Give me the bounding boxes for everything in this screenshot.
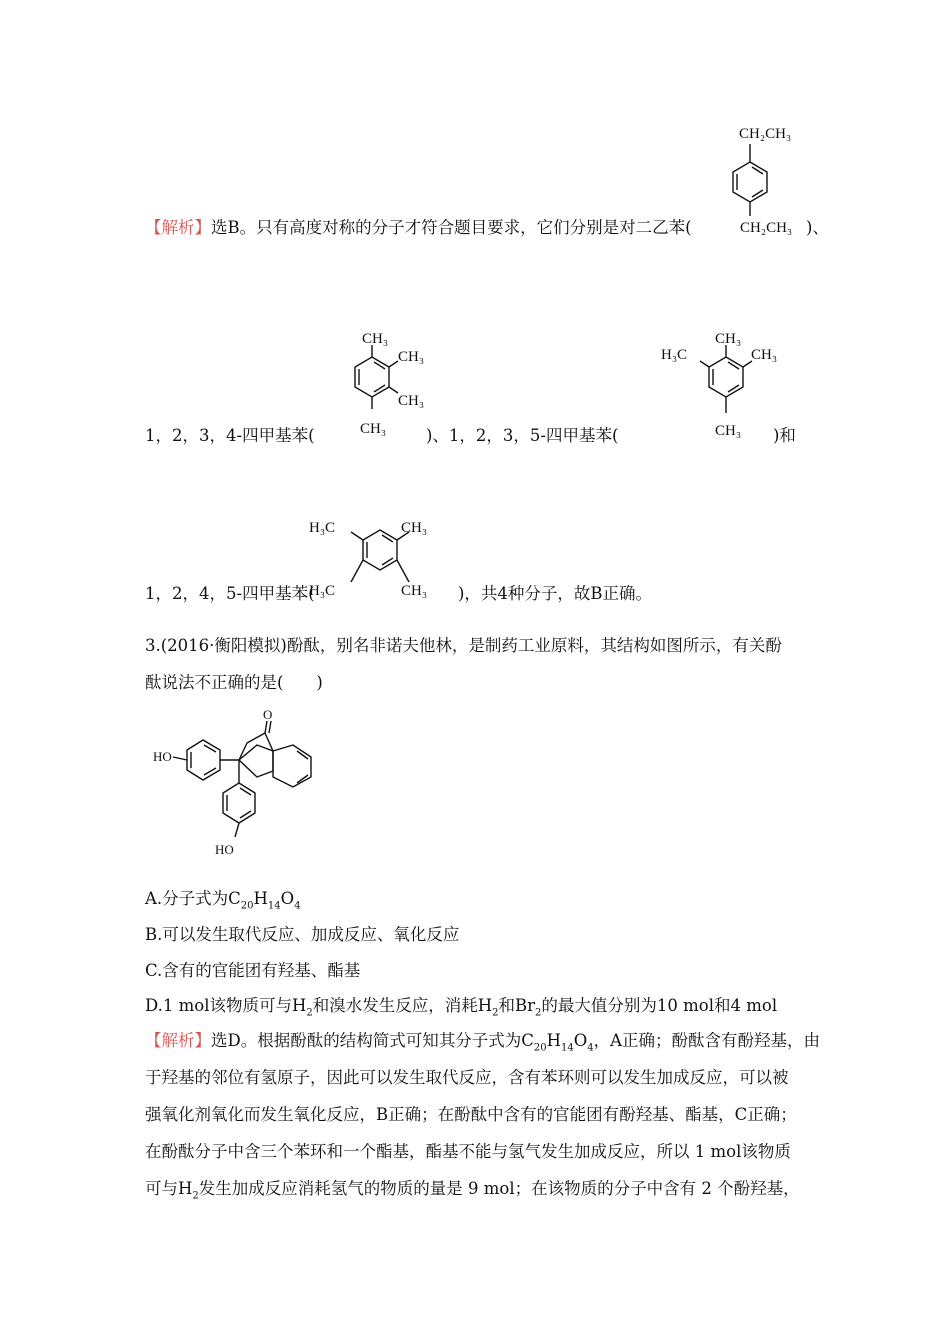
subscript: 4 (294, 900, 301, 912)
tetramethyl-1235-text: )、1，2，3，5-四甲基苯( (426, 426, 619, 445)
answer-line-5 (145, 1178, 800, 1207)
option-b: B.可以发生取代反应、加成反应、氧化反应 (145, 925, 460, 944)
element-h: H (253, 889, 268, 908)
and-text: )和 (773, 426, 796, 445)
p-diethylbenzene-structure (725, 120, 815, 240)
methyl-1-label: CH₃ (362, 331, 389, 347)
methyl-2-label: CH₃ (398, 349, 425, 365)
option-d-text-mid2: 和Br (498, 996, 536, 1015)
subscript: 2 (492, 1007, 499, 1019)
answer-text-post: ，A正确；酚酞含有酚羟基，由 (593, 1031, 821, 1050)
methyl-lower-left-label: H₃C (309, 583, 336, 599)
answer-line-1 (145, 1030, 820, 1059)
element-o: O (573, 1031, 588, 1050)
methyl-upper-right-label: CH₃ (401, 520, 428, 536)
analysis-paragraph-2b (426, 425, 618, 447)
subscript: 20 (240, 900, 254, 912)
question-line-1: 3.(2016·衡阳模拟)酚酞，别名非诺夫他林，是制药工业原料，其结构如图所示，有关酚 (145, 636, 782, 655)
ethyl-bottom-label: CH₂CH₃ (740, 220, 793, 236)
answer-line-4: 在酚酞分子中含三个苯环和一个酯基，酯基不能与氢气发生加成反应，所以 1 mol该物质 (145, 1142, 791, 1161)
element-o: O (280, 889, 295, 908)
analysis-paragraph-3b (458, 583, 652, 605)
subscript: 2 (306, 1007, 313, 1019)
methyl-top-label: CH₃ (715, 331, 742, 347)
tetramethylbenzene-1234-structure (330, 325, 440, 445)
methyl-upper-left-label: H₃C (309, 520, 336, 536)
subscript: 20 (533, 1042, 547, 1054)
tetramethylbenzene-1245-structure (305, 510, 465, 605)
answer-line-2: 于羟基的邻位有氢原子，因此可以发生取代反应，含有苯环则可以发生加成反应，可以被 (145, 1068, 789, 1087)
ethyl-top-label: CH₂CH₃ (739, 126, 792, 142)
hydroxyl-1-label: HO (153, 749, 172, 764)
answer-text: 可与H (145, 1179, 193, 1198)
analysis-text: 选B。只有高度对称的分子才符合题目要求，它们分别是对二乙苯( (211, 218, 692, 237)
answer-text-post: 发生加成反应消耗氢气的物质的量是 9 mol；在该物质的分子中含有 2 个酚羟基， (198, 1179, 800, 1198)
hydroxyl-2-label: HO (215, 842, 234, 857)
analysis-tag: 【解析】 (145, 218, 211, 237)
analysis-paragraph-3 (145, 583, 315, 605)
answer-line-3: 强氧化剂氧化而发生氧化反应，B正确；在酚酞中含有的官能团有酚羟基、酯基，C正确； (145, 1105, 797, 1124)
tetramethyl-1234-text: 1，2，3，4-四甲基苯( (145, 426, 315, 445)
carbonyl-oxygen-label: O (263, 707, 273, 722)
option-d-text: D.1 mol该物质可与H (145, 996, 307, 1015)
question-line-2: 酞说法不正确的是( ) (145, 673, 323, 692)
tetramethyl-1245-text: 1，2，4，5-四甲基苯( (145, 584, 315, 603)
analysis-paragraph-1 (145, 217, 692, 239)
methyl-3-label: CH₃ (398, 393, 425, 409)
paren-close: )、 (806, 218, 829, 237)
subscript: 4 (587, 1042, 594, 1054)
phenolphthalein-structure (145, 705, 335, 865)
subscript: 2 (192, 1190, 199, 1202)
methyl-4-label: CH₃ (360, 421, 387, 437)
subscript: 2 (535, 1007, 542, 1019)
methyl-left-label: H₃C (661, 347, 688, 363)
tetramethylbenzene-1235-structure (655, 325, 785, 445)
option-c: C.含有的官能团有羟基、酯基 (145, 961, 361, 980)
option-d (145, 995, 777, 1024)
answer-text: 选D。根据酚酞的结构简式可知其分子式为C (211, 1031, 534, 1050)
methyl-bottom-label: CH₃ (715, 423, 742, 439)
conclusion-text: )，共4种分子，故B正确。 (458, 584, 653, 603)
element-h: H (546, 1031, 561, 1050)
option-a-text: A.分子式为C (145, 889, 241, 908)
analysis-tag: 【解析】 (145, 1031, 211, 1050)
analysis-paragraph-2 (145, 425, 315, 447)
subscript: 14 (267, 900, 281, 912)
methyl-lower-right-label: CH₃ (401, 583, 428, 599)
option-d-text-end: 的最大值分别为10 mol和4 mol (541, 996, 778, 1015)
subscript: 14 (560, 1042, 574, 1054)
option-a (145, 888, 301, 917)
option-d-text-mid: 和溴水发生反应，消耗H (312, 996, 493, 1015)
methyl-right-label: CH₃ (751, 347, 778, 363)
